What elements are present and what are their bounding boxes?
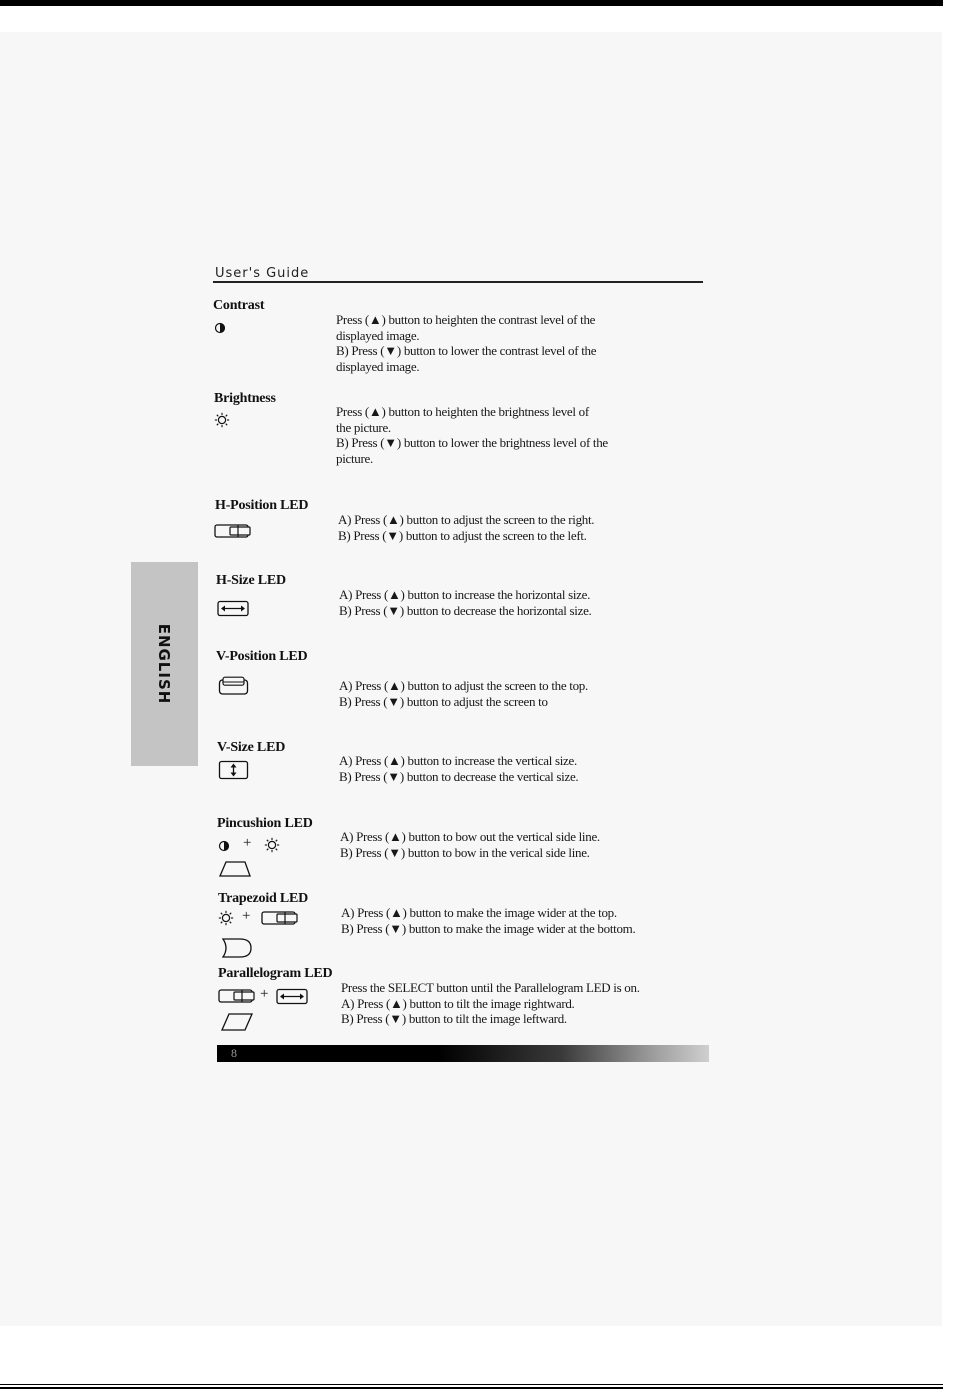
brightness-icon [264, 837, 280, 853]
header-rule [213, 281, 703, 283]
pincushion-description [340, 829, 600, 860]
brightness-line: Press (▲) button to heighten the brightness level of [336, 404, 589, 419]
h-position-icon [218, 988, 256, 1004]
h-position-line: A) Press (▲) button to adjust the screen to the right. [338, 512, 595, 527]
bottom-rule [0, 1387, 943, 1389]
v-position-line: B) Press (▼) button to adjust the screen to [339, 693, 548, 709]
v-position-title: V-Position LED [216, 649, 308, 664]
parallelogram-icon [218, 986, 318, 1008]
contrast-icon [218, 839, 232, 853]
h-size-title: H-Size LED [216, 573, 286, 588]
plus-sign: + [242, 908, 251, 924]
contrast-title: Contrast [213, 298, 265, 313]
h-position-description [338, 512, 594, 543]
trapezoid-icon [218, 909, 308, 929]
v-size-line: B) Press (▼) button to decrease the vertical size. [339, 768, 579, 784]
parallelogram-line: A) Press (▲) button to tilt the image rightward. [341, 995, 575, 1011]
contrast-line: Press (▲) button to heighten the contrast level of the [336, 312, 596, 327]
parallelogram-description [341, 980, 640, 1027]
brightness-line: the picture. [336, 419, 391, 435]
trapezoid-title: Trapezoid LED [218, 891, 309, 906]
plus-sign: + [260, 986, 269, 1002]
brightness-description [336, 404, 608, 466]
trapezoid-line: A) Press (▲) button to make the image wider at the top. [341, 905, 617, 920]
pincushion-title: Pincushion LED [217, 816, 313, 831]
h-position-line: B) Press (▼) button to adjust the screen to the left. [338, 527, 587, 543]
parallelogram-line: B) Press (▼) button to tilt the image leftward. [341, 1011, 567, 1026]
contrast-icon [214, 321, 228, 335]
parallelogram-title: Parallelogram LED [218, 966, 333, 981]
contrast-description [336, 312, 596, 374]
trapezoid-shape-icon [218, 860, 252, 878]
h-size-line: B) Press (▼) button to decrease the horizontal size. [339, 602, 592, 618]
barrel-shape-icon [220, 937, 254, 959]
language-tab-label: ENGLISH [155, 623, 173, 705]
v-size-line: A) Press (▲) button to increase the vertical size. [339, 753, 577, 768]
h-size-line: A) Press (▲) button to increase the horizontal size. [339, 587, 591, 602]
parallelogram-line: Press the SELECT button until the Parallelogram LED is on. [341, 980, 640, 995]
trapezoid-description [341, 905, 635, 936]
trapezoid-line: B) Press (▼) button to make the image wider at the bottom. [341, 920, 636, 936]
v-size-description [339, 753, 578, 784]
bottom-rule [0, 1384, 943, 1385]
plus-sign: + [243, 835, 252, 851]
contrast-line: displayed image. [336, 327, 420, 343]
h-size-icon [276, 988, 308, 1005]
v-position-icon [218, 676, 250, 696]
h-position-icon [214, 523, 252, 539]
contrast-line: displayed image. [336, 358, 420, 374]
h-size-description [339, 587, 592, 618]
header-title: User's Guide [215, 266, 310, 281]
top-rule [0, 0, 943, 6]
contrast-line: B) Press (▼) button to lower the contrast level of the [336, 343, 597, 358]
h-position-icon [261, 910, 299, 926]
pincushion-line: B) Press (▼) button to bow in the verical side line. [340, 844, 590, 860]
brightness-title: Brightness [214, 391, 276, 406]
brightness-line: B) Press (▼) button to lower the brightness level of the [336, 435, 608, 450]
page-number: 8 [231, 1046, 237, 1060]
v-size-icon [218, 760, 250, 780]
brightness-icon [218, 910, 234, 926]
pincushion-line: A) Press (▲) button to bow out the vertical side line. [340, 829, 600, 844]
pincushion-icon [218, 836, 288, 856]
brightness-line: picture. [336, 450, 373, 466]
brightness-icon [214, 412, 230, 428]
v-position-description [339, 678, 588, 709]
h-position-title: H-Position LED [215, 498, 309, 513]
page-margin [942, 32, 962, 1326]
footer-bar [217, 1045, 709, 1062]
parallelogram-shape-icon [220, 1012, 254, 1032]
v-position-line: A) Press (▲) button to adjust the screen to the top. [339, 678, 588, 693]
v-size-title: V-Size LED [217, 740, 286, 755]
h-size-icon [217, 600, 249, 617]
